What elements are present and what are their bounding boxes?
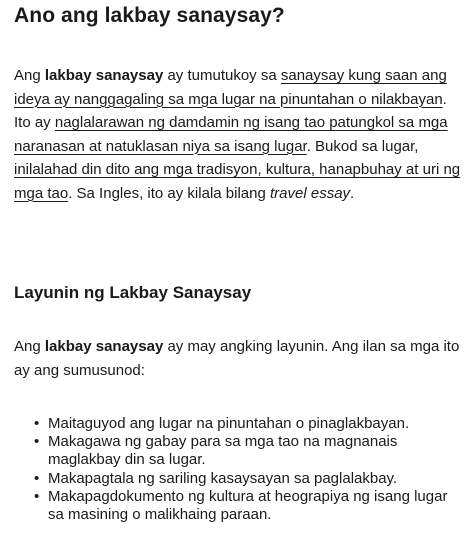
text-segment: . [350, 184, 355, 202]
list-item-text: Makagawa ng gabay para sa mga tao na magnanais maglakbay din sa lugar. [48, 433, 398, 469]
definition-paragraph [14, 64, 464, 205]
bullet-icon: • [34, 433, 40, 451]
purpose-list [14, 415, 464, 524]
bullet-icon: • [34, 487, 40, 505]
list-item [14, 470, 464, 488]
list-item [14, 433, 464, 469]
text-segment: ay may angking layunin. Ang ilan sa mga ito ay ang sumusunod: [14, 338, 460, 379]
page-title: Ano ang lakbay sanaysay? [14, 4, 285, 27]
purpose-paragraph [14, 335, 464, 382]
list-item-text: Makapagdokumento ng kultura at heograpiya ng isang lugar sa masining o malikhaing paraan. [48, 487, 448, 524]
text-segment: . Sa Ingles, ito ay kilala bilang [68, 184, 270, 202]
italic-term: travel essay [270, 184, 351, 202]
list-item [14, 488, 464, 524]
text-segment: . Ito ay [14, 90, 447, 131]
text-segment: ay tumutukoy sa [163, 67, 281, 84]
list-item-text: Makapagtala ng sariling kasaysayan sa paglalakbay. [48, 469, 398, 487]
bold-term: lakbay sanaysay [44, 67, 164, 84]
underlined-content: inilalahad din dito ang mga tradisyon, kultura, hanapbuhay at uri ng mga tao [14, 161, 461, 202]
list-item-text: Maitaguyod ang lugar na pinuntahan o pinaglakbayan. [48, 415, 410, 432]
bold-term: lakbay sanaysay [44, 338, 164, 355]
text-segment: Ang [14, 338, 45, 355]
text-segment: Ang [14, 67, 45, 84]
section-heading: Layunin ng Lakbay Sanaysay [14, 283, 252, 302]
text-segment: . Bukod sa lugar, [306, 137, 419, 155]
bullet-icon: • [34, 415, 40, 432]
underlined-definition: sanaysay kung saan ang ideya ay nanggagaling sa mga lugar na pinuntahan o nilakbayan [14, 67, 447, 108]
underlined-description: naglalarawan ng damdamin ng isang tao patungkol sa mga naranasan at natuklasan niya sa isang lugar [14, 114, 448, 155]
list-item [14, 415, 464, 433]
bullet-icon: • [34, 469, 40, 487]
